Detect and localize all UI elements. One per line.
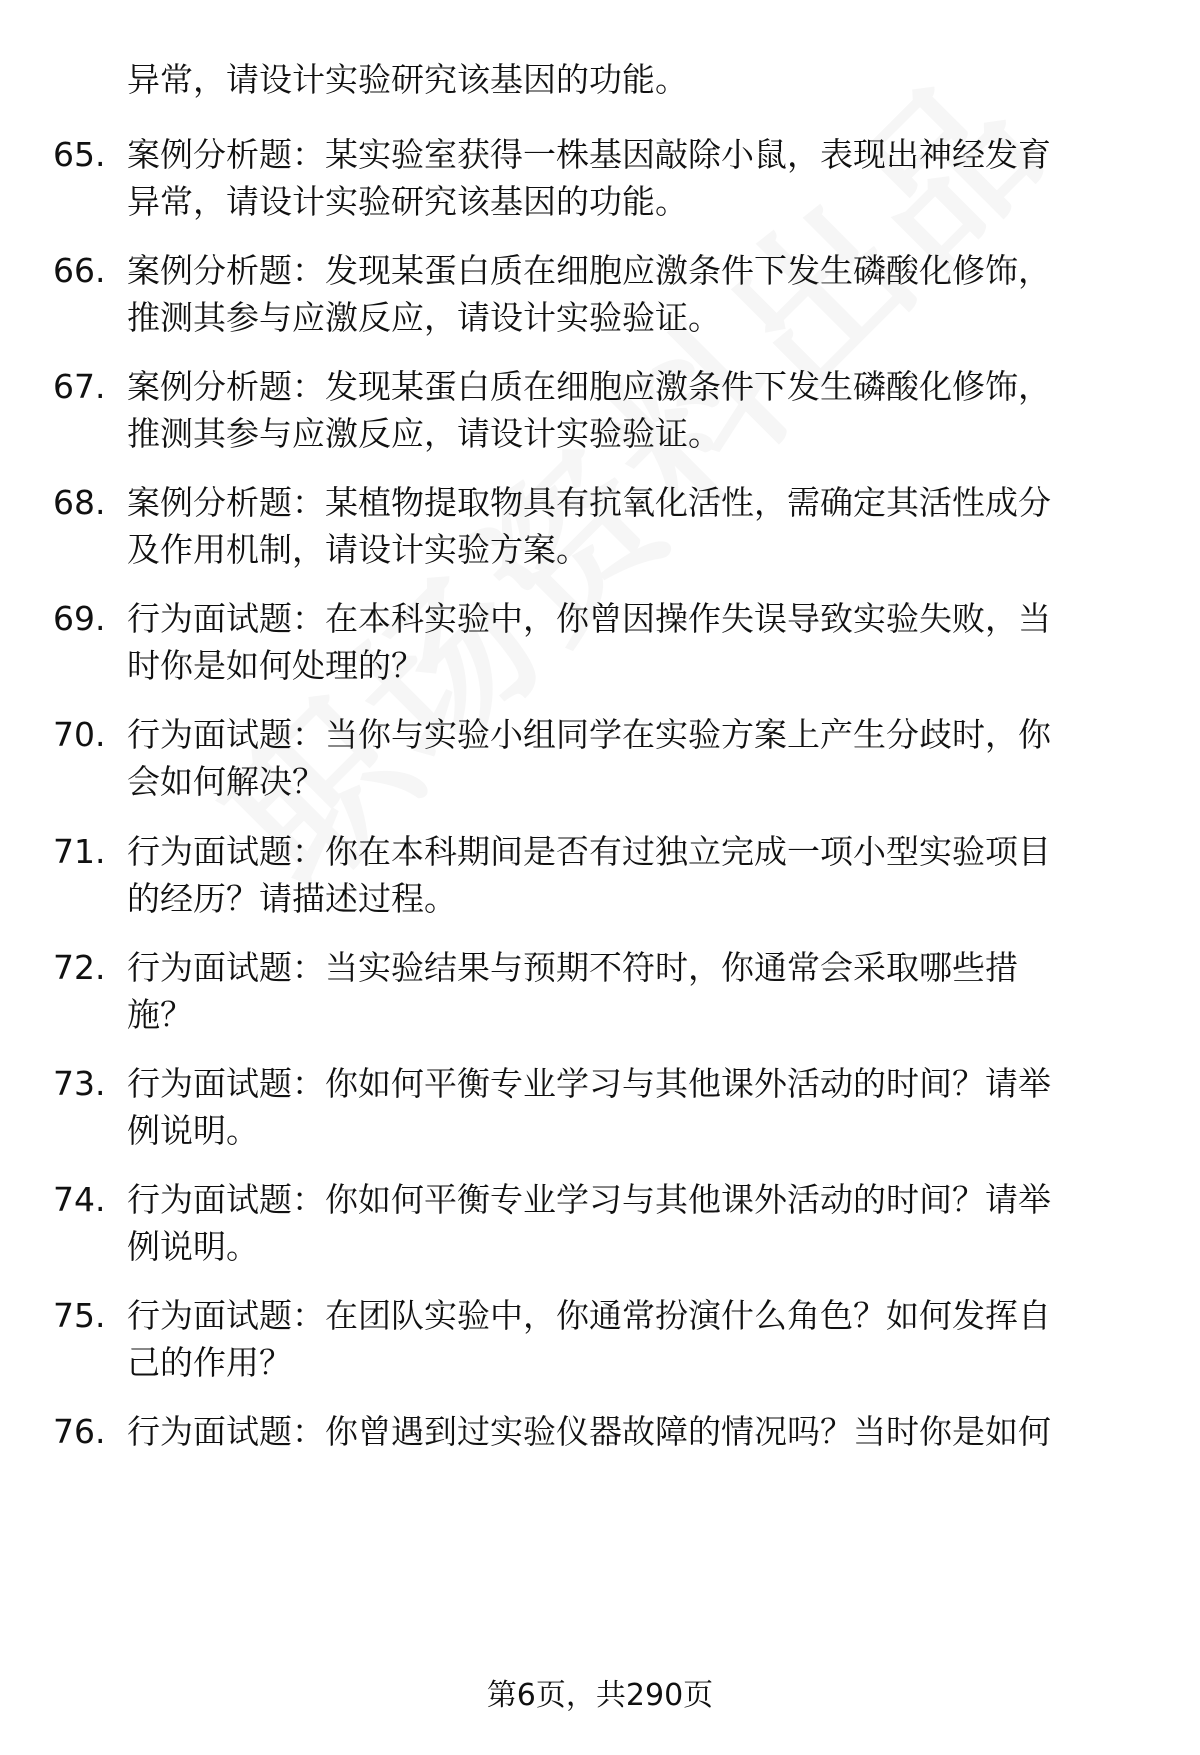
item-text-line: 案例分析题：发现某蛋白质在细胞应激条件下发生磷酸化修饰，	[127, 367, 1051, 406]
item-number: 74.	[53, 1180, 106, 1219]
item-number: 67.	[53, 367, 106, 406]
item-text-line: 行为面试题：当你与实验小组同学在实验方案上产生分歧时，你	[127, 715, 1051, 754]
item-text-line: 推测其参与应激反应，请设计实验验证。	[127, 298, 721, 337]
item-number: 66.	[53, 251, 106, 290]
item-text-line: 施？	[127, 995, 193, 1034]
item-text-line: 例说明。	[127, 1111, 259, 1150]
item-text-line: 例说明。	[127, 1227, 259, 1266]
item-number: 71.	[53, 832, 106, 871]
item-text-line: 的经历？请描述过程。	[127, 879, 457, 918]
item-number: 70.	[53, 715, 106, 754]
item-text-line: 会如何解决？	[127, 762, 325, 801]
item-number: 68.	[53, 483, 106, 522]
item-text-line: 行为面试题：在本科实验中，你曾因操作失误导致实验失败，当	[127, 599, 1051, 638]
item-text-line: 案例分析题：某植物提取物具有抗氧化活性，需确定其活性成分	[127, 483, 1051, 522]
item-text-line: 案例分析题：发现某蛋白质在细胞应激条件下发生磷酸化修饰，	[127, 251, 1051, 290]
item-number: 75.	[53, 1296, 106, 1335]
item-text-line: 行为面试题：你如何平衡专业学习与其他课外活动的时间？请举	[127, 1064, 1051, 1103]
item-text-line: 行为面试题：你在本科期间是否有过独立完成一项小型实验项目	[127, 832, 1051, 871]
item-text-line: 行为面试题：你曾遇到过实验仪器故障的情况吗？当时你是如何	[127, 1412, 1051, 1451]
item-text-line: 行为面试题：当实验结果与预期不符时，你通常会采取哪些措	[127, 948, 1018, 987]
item-text-line: 己的作用？	[127, 1343, 292, 1382]
continued-line: 异常，请设计实验研究该基因的功能。	[127, 60, 688, 99]
item-number: 72.	[53, 948, 106, 987]
page-footer: 第6页，共290页	[486, 1678, 714, 1713]
item-number: 76.	[53, 1412, 106, 1451]
item-text-line: 案例分析题：某实验室获得一株基因敲除小鼠，表现出神经发育	[127, 135, 1051, 174]
item-number: 65.	[53, 135, 106, 174]
item-number: 69.	[53, 599, 106, 638]
item-text-line: 行为面试题：在团队实验中，你通常扮演什么角色？如何发挥自	[127, 1296, 1051, 1335]
item-text-line: 时你是如何处理的？	[127, 646, 424, 685]
item-text-line: 及作用机制，请设计实验方案。	[127, 530, 589, 569]
item-text-line: 推测其参与应激反应，请设计实验验证。	[127, 414, 721, 453]
item-text-line: 异常，请设计实验研究该基因的功能。	[127, 182, 688, 221]
item-number: 73.	[53, 1064, 106, 1103]
item-text-line: 行为面试题：你如何平衡专业学习与其他课外活动的时间？请举	[127, 1180, 1051, 1219]
